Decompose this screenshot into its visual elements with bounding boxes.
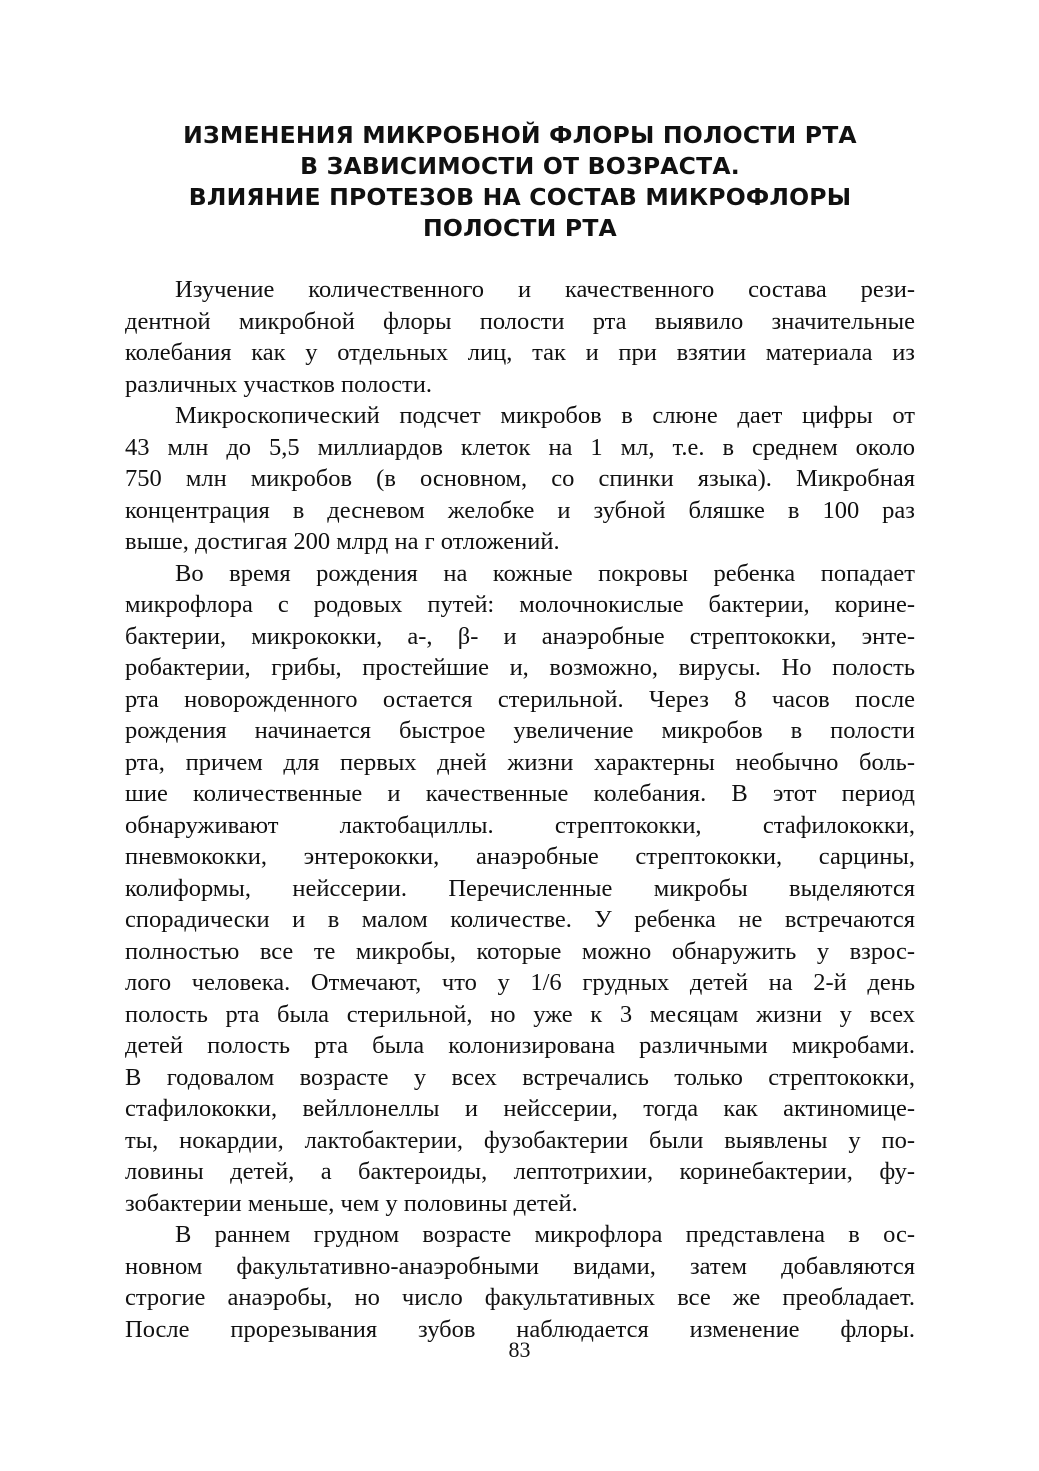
text-line: После прорезывания зубов наблюдается изменение флоры. bbox=[125, 1315, 915, 1343]
text-line: робактерии, грибы, простейшие и, возможно, вирусы. Но полость bbox=[125, 654, 915, 681]
text-line: полость рта была стерильной, но уже к 3 месяцам жизни у всех bbox=[125, 1000, 915, 1028]
text-line: рта новорожденного остается стерильной. Через 8 часов после bbox=[125, 685, 915, 713]
text-line: колебания как у отдельных лиц, так и при взятии материала из bbox=[125, 339, 915, 366]
text-line: различных участков полости. bbox=[125, 370, 432, 398]
text-line: лого человека. Отмечают, что у 1/6 грудных детей на 2-й день bbox=[125, 969, 915, 996]
title-line: ВЛИЯНИЕ ПРОТЕЗОВ НА СОСТАВ МИКРОФЛОРЫ bbox=[188, 183, 852, 211]
text-line: детей полость рта была колонизирована различными микробами. bbox=[125, 1032, 915, 1059]
text-line: новном факультативно-анаэробными видами, затем добавляются bbox=[125, 1252, 915, 1280]
text-line: дентной микробной флоры полости рта выявило значительные bbox=[125, 307, 915, 335]
page-number: 83 bbox=[508, 1337, 531, 1362]
text-line: полностью все те микробы, которые можно обнаружить у взрос- bbox=[125, 937, 915, 965]
text-line: концентрация в десневом желобке и зубной бляшке в 100 раз bbox=[125, 496, 915, 524]
text-line: микрофлора с родовых путей: молочнокислые бактерии, корине- bbox=[125, 591, 915, 618]
paragraph bbox=[125, 558, 915, 1220]
text-line: рта, причем для первых дней жизни характерны необычно боль- bbox=[125, 748, 915, 776]
text-line: 750 млн микробов (в основном, со спинки языка). Микробная bbox=[125, 465, 915, 492]
body-text bbox=[125, 274, 915, 1345]
text-line: шие количественные и качественные колебания. В этот период bbox=[125, 780, 915, 807]
title-line: ИЗМЕНЕНИЯ МИКРОБНОЙ ФЛОРЫ ПОЛОСТИ РТА bbox=[183, 121, 857, 149]
paragraph bbox=[125, 400, 915, 558]
text-line: бактерии, микрококки, a-, β- и анаэробные стрептококки, энте- bbox=[125, 622, 915, 650]
paragraph bbox=[125, 1219, 915, 1345]
text-line: ловины детей, а бактероиды, лептотрихии, коринебактерии, фу- bbox=[125, 1158, 915, 1185]
text-line: выше, достигая 200 млрд на г отложений. bbox=[125, 528, 560, 555]
text-line: Микроскопический подсчет микробов в слюне дает цифры от bbox=[175, 402, 915, 429]
text-line: Изучение количественного и качественного состава рези- bbox=[175, 276, 915, 303]
text-line: рождения начинается быстрое увеличение микробов в полости bbox=[125, 717, 915, 744]
text-line: спорадически и в малом количестве. У ребенка не встречаются bbox=[125, 906, 915, 933]
page-content bbox=[125, 120, 915, 1345]
title-line: ПОЛОСТИ РТА bbox=[423, 214, 617, 242]
paragraph bbox=[125, 274, 915, 400]
text-line: пневмококки, энтерококки, анаэробные стрептококки, сарцины, bbox=[125, 843, 915, 870]
text-line: В годовалом возрасте у всех встречались только стрептококки, bbox=[125, 1063, 915, 1091]
title-line: В ЗАВИСИМОСТИ ОТ ВОЗРАСТА. bbox=[300, 152, 740, 180]
text-line: Во время рождения на кожные покровы ребенка попадает bbox=[175, 559, 915, 587]
text-line: 43 млн до 5,5 миллиардов клеток на 1 мл, т.е. в среднем около bbox=[125, 433, 915, 461]
text-line: колиформы, нейссерии. Перечисленные микробы выделяются bbox=[125, 874, 915, 902]
text-line: ты, нокардии, лактобактерии, фузобактерии были выявлены у по- bbox=[125, 1126, 915, 1154]
text-line: В раннем грудном возрасте микрофлора представлена в ос- bbox=[175, 1221, 915, 1248]
text-line: стафилококки, вейллонеллы и нейссерии, тогда как актиномице- bbox=[125, 1095, 915, 1122]
text-line: строгие анаэробы, но число факультативных все же преобладает. bbox=[125, 1284, 915, 1311]
text-line: обнаруживают лактобациллы. стрептококки, стафилококки, bbox=[125, 811, 915, 839]
text-line: зобактерии меньше, чем у половины детей. bbox=[125, 1189, 578, 1217]
chapter-title bbox=[125, 120, 915, 244]
